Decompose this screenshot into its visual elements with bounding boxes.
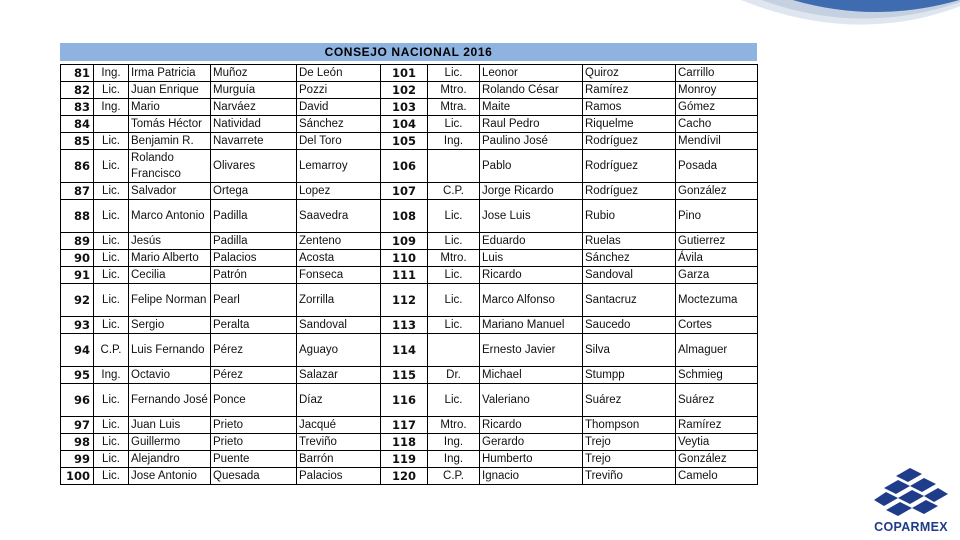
member-surname-1: Riquelme [583, 116, 676, 133]
member-title: Lic. [94, 451, 129, 468]
member-number: 84 [61, 116, 94, 133]
member-surname-1: Muñoz [211, 65, 297, 82]
member-first-name: Luis Fernando [129, 334, 211, 367]
member-surname-2: Schmieg [676, 367, 758, 384]
member-number: 114 [381, 334, 428, 367]
member-number: 106 [381, 150, 428, 183]
member-title: Lic. [94, 250, 129, 267]
member-title: Lic. [428, 233, 480, 250]
member-surname-1: Olivares [211, 150, 297, 183]
member-number: 92 [61, 284, 94, 317]
member-surname-2: Del Toro [297, 133, 381, 150]
member-number: 108 [381, 200, 428, 233]
member-title: Lic. [428, 317, 480, 334]
member-surname-1: Rubio [583, 200, 676, 233]
member-first-name: Juan Enrique [129, 82, 211, 99]
member-number: 96 [61, 384, 94, 417]
member-first-name: Felipe Norman [129, 284, 211, 317]
member-number: 85 [61, 133, 94, 150]
member-first-name: Cecilia [129, 267, 211, 284]
member-surname-1: Padilla [211, 200, 297, 233]
member-first-name: Michael [480, 367, 583, 384]
member-surname-1: Navarrete [211, 133, 297, 150]
member-surname-2: Camelo [676, 468, 758, 485]
member-number: 101 [381, 65, 428, 82]
table-row [61, 82, 758, 99]
member-title: Lic. [94, 417, 129, 434]
member-first-name: Juan Luis [129, 417, 211, 434]
member-number: 99 [61, 451, 94, 468]
member-first-name: Benjamin R. [129, 133, 211, 150]
member-surname-1: Treviño [583, 468, 676, 485]
table-row [61, 233, 758, 250]
council-members-table [60, 64, 758, 485]
member-first-name: Rolando Francisco [129, 150, 211, 183]
member-surname-1: Quiroz [583, 65, 676, 82]
member-number: 120 [381, 468, 428, 485]
member-surname-2: Fonseca [297, 267, 381, 284]
member-surname-2: Díaz [297, 384, 381, 417]
member-number: 100 [61, 468, 94, 485]
member-surname-1: Palacios [211, 250, 297, 267]
member-surname-1: Prieto [211, 417, 297, 434]
member-first-name: Raul Pedro [480, 116, 583, 133]
member-title [428, 334, 480, 367]
member-title: Mtro. [428, 250, 480, 267]
member-first-name: Mario Alberto [129, 250, 211, 267]
member-surname-2: Suárez [676, 384, 758, 417]
member-surname-1: Sánchez [583, 250, 676, 267]
member-first-name: Alejandro [129, 451, 211, 468]
member-title: Lic. [94, 200, 129, 233]
member-surname-2: Salazar [297, 367, 381, 384]
member-surname-2: De León [297, 65, 381, 82]
table-row [61, 116, 758, 133]
member-first-name: Valeriano [480, 384, 583, 417]
member-title: C.P. [428, 183, 480, 200]
member-first-name: Ernesto Javier [480, 334, 583, 367]
member-title: Ing. [428, 451, 480, 468]
table-row [61, 417, 758, 434]
member-first-name: Sergio [129, 317, 211, 334]
member-surname-1: Pérez [211, 334, 297, 367]
member-surname-1: Saucedo [583, 317, 676, 334]
member-first-name: Leonor [480, 65, 583, 82]
member-surname-1: Sandoval [583, 267, 676, 284]
member-surname-2: Barrón [297, 451, 381, 468]
member-number: 87 [61, 183, 94, 200]
member-surname-1: Trejo [583, 451, 676, 468]
member-title: Lic. [94, 434, 129, 451]
member-first-name: Jorge Ricardo [480, 183, 583, 200]
member-first-name: Ignacio [480, 468, 583, 485]
member-surname-1: Silva [583, 334, 676, 367]
member-title: Lic. [94, 317, 129, 334]
member-surname-1: Puente [211, 451, 297, 468]
member-surname-2: Gómez [676, 99, 758, 116]
table-row [61, 451, 758, 468]
member-title: Mtro. [428, 417, 480, 434]
member-number: 118 [381, 434, 428, 451]
member-surname-2: Lemarroy [297, 150, 381, 183]
member-title: Lic. [428, 384, 480, 417]
member-surname-1: Trejo [583, 434, 676, 451]
member-surname-1: Narváez [211, 99, 297, 116]
table-row [61, 367, 758, 384]
member-title: Mtra. [428, 99, 480, 116]
member-first-name: Ricardo [480, 417, 583, 434]
member-surname-2: Gutierrez [676, 233, 758, 250]
member-first-name: Octavio [129, 367, 211, 384]
table-row [61, 150, 758, 183]
member-number: 104 [381, 116, 428, 133]
member-surname-1: Ramos [583, 99, 676, 116]
member-title: Lic. [94, 82, 129, 99]
member-title [94, 116, 129, 133]
member-surname-1: Thompson [583, 417, 676, 434]
member-title: C.P. [94, 334, 129, 367]
member-number: 81 [61, 65, 94, 82]
member-surname-2: Sandoval [297, 317, 381, 334]
member-title: Dr. [428, 367, 480, 384]
member-number: 94 [61, 334, 94, 367]
member-surname-2: Aguayo [297, 334, 381, 367]
member-first-name: Mariano Manuel [480, 317, 583, 334]
member-surname-2: Palacios [297, 468, 381, 485]
member-first-name: Jose Antonio [129, 468, 211, 485]
member-title: Lic. [94, 150, 129, 183]
member-number: 103 [381, 99, 428, 116]
member-surname-1: Prieto [211, 434, 297, 451]
member-surname-2: Lopez [297, 183, 381, 200]
member-number: 93 [61, 317, 94, 334]
member-surname-2: Pozzi [297, 82, 381, 99]
member-number: 111 [381, 267, 428, 284]
member-title: C.P. [428, 468, 480, 485]
member-surname-2: Ramírez [676, 417, 758, 434]
member-surname-2: Cortes [676, 317, 758, 334]
member-title: Ing. [428, 434, 480, 451]
member-number: 86 [61, 150, 94, 183]
member-title: Mtro. [428, 82, 480, 99]
member-surname-2: Carrillo [676, 65, 758, 82]
member-first-name: Paulino José [480, 133, 583, 150]
member-number: 119 [381, 451, 428, 468]
table-row [61, 434, 758, 451]
member-surname-2: Saavedra [297, 200, 381, 233]
member-first-name: Jose Luis [480, 200, 583, 233]
member-first-name: Humberto [480, 451, 583, 468]
member-number: 91 [61, 267, 94, 284]
member-surname-1: Pérez [211, 367, 297, 384]
member-surname-1: Padilla [211, 233, 297, 250]
member-title: Ing. [94, 367, 129, 384]
member-surname-2: Ávila [676, 250, 758, 267]
member-surname-2: Garza [676, 267, 758, 284]
member-title [428, 150, 480, 183]
member-number: 95 [61, 367, 94, 384]
member-number: 83 [61, 99, 94, 116]
member-number: 98 [61, 434, 94, 451]
member-surname-2: Veytia [676, 434, 758, 451]
member-title: Lic. [94, 183, 129, 200]
member-surname-2: Treviño [297, 434, 381, 451]
member-first-name: Fernando José [129, 384, 211, 417]
member-surname-1: Rodríguez [583, 133, 676, 150]
member-number: 82 [61, 82, 94, 99]
table-row [61, 317, 758, 334]
member-number: 113 [381, 317, 428, 334]
member-title: Lic. [94, 133, 129, 150]
member-surname-2: Almaguer [676, 334, 758, 367]
table-row [61, 200, 758, 233]
member-first-name: Marco Antonio [129, 200, 211, 233]
table-row [61, 267, 758, 284]
member-first-name: Eduardo [480, 233, 583, 250]
member-first-name: Mario [129, 99, 211, 116]
member-title: Lic. [428, 200, 480, 233]
table-row [61, 284, 758, 317]
member-surname-1: Santacruz [583, 284, 676, 317]
decorative-swoosh [736, 0, 960, 38]
member-surname-1: Patrón [211, 267, 297, 284]
member-number: 112 [381, 284, 428, 317]
member-first-name: Guillermo [129, 434, 211, 451]
member-number: 89 [61, 233, 94, 250]
member-first-name: Gerardo [480, 434, 583, 451]
member-first-name: Pablo [480, 150, 583, 183]
member-surname-2: Monroy [676, 82, 758, 99]
member-first-name: Maite [480, 99, 583, 116]
member-title: Lic. [94, 233, 129, 250]
table-row [61, 334, 758, 367]
member-first-name: Tomás Héctor [129, 116, 211, 133]
member-surname-1: Ortega [211, 183, 297, 200]
member-surname-1: Suárez [583, 384, 676, 417]
member-surname-2: Zorrilla [297, 284, 381, 317]
member-first-name: Rolando César [480, 82, 583, 99]
coparmex-wordmark: COPARMEX [874, 520, 948, 534]
member-surname-1: Pearl [211, 284, 297, 317]
member-number: 117 [381, 417, 428, 434]
member-surname-1: Ruelas [583, 233, 676, 250]
member-surname-2: Moctezuma [676, 284, 758, 317]
member-surname-2: Cacho [676, 116, 758, 133]
member-number: 102 [381, 82, 428, 99]
table-row [61, 65, 758, 82]
member-surname-1: Murguía [211, 82, 297, 99]
table-row [61, 384, 758, 417]
member-first-name: Jesús [129, 233, 211, 250]
member-first-name: Irma Patricia [129, 65, 211, 82]
member-surname-2: David [297, 99, 381, 116]
member-number: 97 [61, 417, 94, 434]
member-surname-1: Ponce [211, 384, 297, 417]
member-title: Lic. [94, 468, 129, 485]
member-number: 88 [61, 200, 94, 233]
member-first-name: Salvador [129, 183, 211, 200]
table-row [61, 133, 758, 150]
member-surname-2: Mendívil [676, 133, 758, 150]
member-first-name: Luis [480, 250, 583, 267]
member-surname-1: Stumpp [583, 367, 676, 384]
member-title: Lic. [428, 65, 480, 82]
member-number: 105 [381, 133, 428, 150]
member-title: Lic. [94, 267, 129, 284]
table-row [61, 99, 758, 116]
table-row [61, 250, 758, 267]
member-surname-1: Rodríguez [583, 183, 676, 200]
member-title: Lic. [428, 267, 480, 284]
member-title: Lic. [94, 284, 129, 317]
member-number: 90 [61, 250, 94, 267]
member-surname-1: Natividad [211, 116, 297, 133]
member-surname-2: González [676, 451, 758, 468]
table-row [61, 183, 758, 200]
page-title: CONSEJO NACIONAL 2016 [60, 43, 757, 61]
member-title: Ing. [428, 133, 480, 150]
member-surname-1: Peralta [211, 317, 297, 334]
member-surname-2: González [676, 183, 758, 200]
member-surname-2: Pino [676, 200, 758, 233]
member-title: Ing. [94, 65, 129, 82]
member-number: 110 [381, 250, 428, 267]
member-surname-2: Sánchez [297, 116, 381, 133]
member-title: Lic. [94, 384, 129, 417]
member-title: Lic. [428, 116, 480, 133]
member-surname-2: Acosta [297, 250, 381, 267]
member-number: 116 [381, 384, 428, 417]
member-title: Ing. [94, 99, 129, 116]
member-surname-2: Posada [676, 150, 758, 183]
member-first-name: Ricardo [480, 267, 583, 284]
member-surname-1: Rodríguez [583, 150, 676, 183]
member-surname-2: Zenteno [297, 233, 381, 250]
table-row [61, 468, 758, 485]
member-surname-1: Ramírez [583, 82, 676, 99]
member-number: 109 [381, 233, 428, 250]
member-title: Lic. [428, 284, 480, 317]
member-first-name: Marco Alfonso [480, 284, 583, 317]
member-surname-1: Quesada [211, 468, 297, 485]
member-surname-2: Jacqué [297, 417, 381, 434]
member-number: 107 [381, 183, 428, 200]
member-number: 115 [381, 367, 428, 384]
